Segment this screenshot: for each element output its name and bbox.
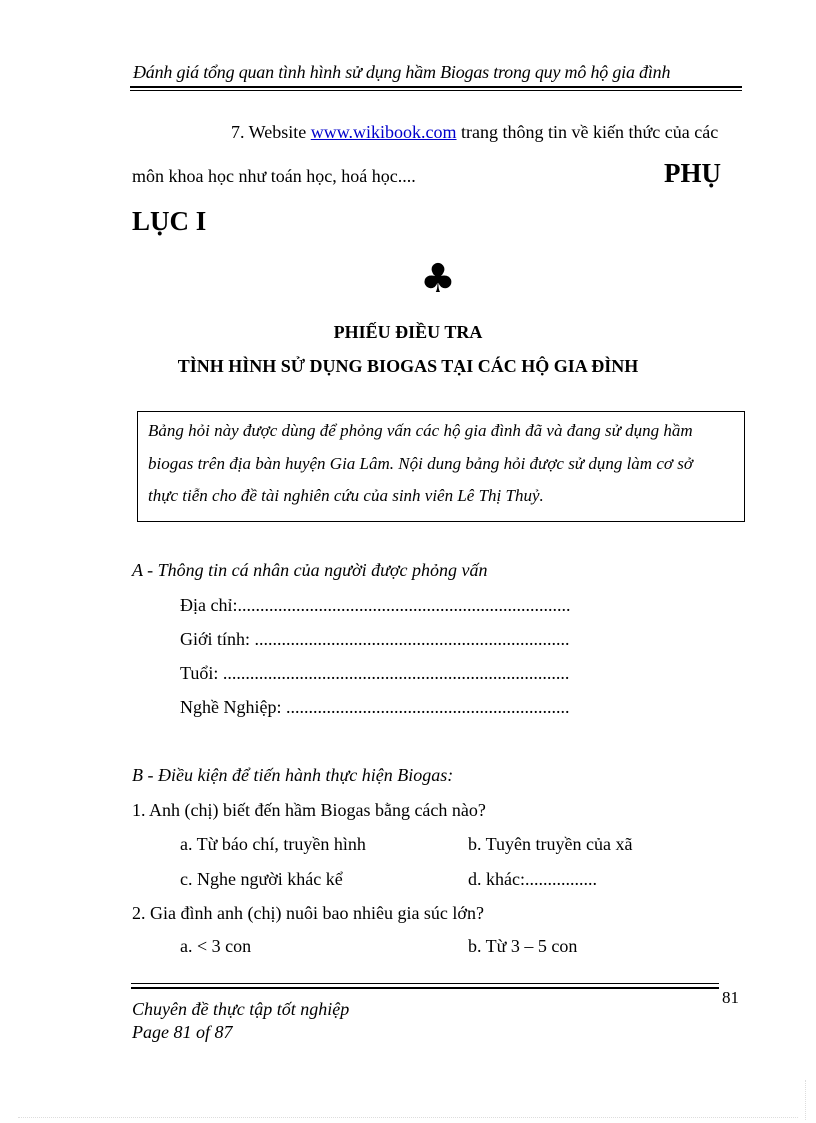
q1-option-d: d. khác:................ — [468, 869, 597, 889]
q2-option-a: a. < 3 con — [180, 936, 252, 956]
intro-line-2: biogas trên địa bàn huyện Gia Lâm. Nội dung bảng hỏi được sử dụng làm cơ sở — [148, 454, 693, 473]
club-symbol-icon: ♣ — [420, 256, 456, 302]
question-2: 2. Gia đình anh (chị) nuôi bao nhiêu gia súc lớn? — [132, 903, 484, 923]
section-b-title: B - Điều kiện để tiến hành thực hiện Biogas: — [132, 765, 454, 785]
intro-box — [137, 411, 745, 522]
footer-rule-thin — [131, 983, 719, 984]
running-header: Đánh giá tổng quan tình hình sử dụng hầm Biogas trong quy mô hộ gia đình — [133, 62, 671, 82]
field-gender: Giới tính: ...................................................................... — [180, 629, 570, 649]
page-edge-line — [18, 1117, 798, 1118]
footer-rule-thick — [131, 987, 719, 989]
field-occupation: Nghề Nghiệp: ............................................................... — [180, 697, 570, 717]
field-address: Địa chỉ:.......................................................................... — [180, 595, 571, 615]
q1-option-c: c. Nghe người khác kể — [180, 869, 343, 889]
page-edge-line-vertical — [805, 1080, 806, 1120]
wikibook-link[interactable]: www.wikibook.com — [310, 122, 457, 142]
section-a-title: A - Thông tin cá nhân của người được phỏng vấn — [132, 560, 488, 580]
survey-subtitle: TÌNH HÌNH SỬ DỤNG BIOGAS TẠI CÁC HỘ GIA ĐÌNH — [177, 356, 639, 376]
intro-line-3: thực tiễn cho đề tài nghiên cứu của sinh viên Lê Thị Thuỷ. — [148, 486, 544, 505]
appendix-heading-part2: LỤC I — [132, 206, 207, 236]
question-1: 1. Anh (chị) biết đến hầm Biogas bằng cách nào? — [132, 800, 486, 820]
reference-item-7 — [231, 122, 718, 143]
appendix-heading-part1: PHỤ — [664, 158, 721, 188]
q1-option-a: a. Từ báo chí, truyền hình — [180, 834, 366, 854]
reference-item-7-line2: môn khoa học như toán học, hoá học.... — [132, 166, 416, 186]
survey-title: PHIẾU ĐIỀU TRA — [333, 322, 483, 342]
q2-option-b: b. Từ 3 – 5 con — [468, 936, 578, 956]
header-rule-thick — [130, 86, 742, 88]
footer-report-type: Chuyên đề thực tập tốt nghiệp — [132, 999, 350, 1019]
reference-prefix: 7. Website — [231, 122, 311, 142]
field-age: Tuổi: ............................................................................. — [180, 663, 570, 683]
reference-suffix: trang thông tin về kiến thức của các — [456, 122, 719, 142]
page-number: 81 — [722, 988, 739, 1007]
header-rule-thin — [130, 90, 742, 91]
footer-page-info: Page 81 of 87 — [132, 1022, 233, 1042]
intro-line-1: Bảng hỏi này được dùng để phỏng vấn các hộ gia đình đã và đang sử dụng hầm — [148, 421, 693, 440]
q1-option-b: b. Tuyên truyền của xã — [468, 834, 633, 854]
